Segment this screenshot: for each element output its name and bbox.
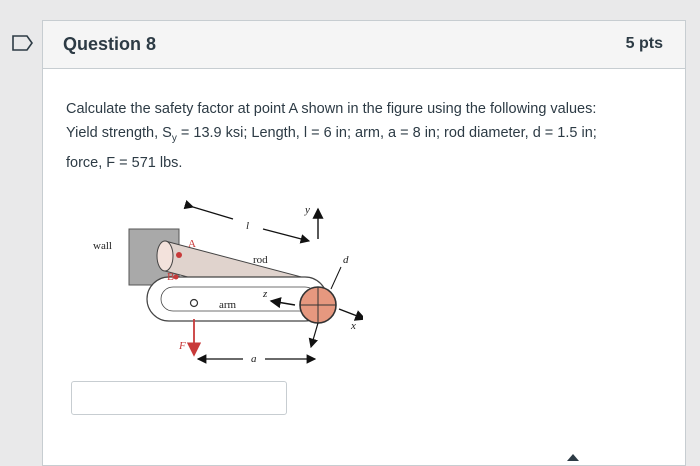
z-axis-label: z xyxy=(263,288,268,300)
point-a-marker xyxy=(176,252,182,258)
arm-label: arm xyxy=(219,299,237,311)
rod-end xyxy=(157,241,173,271)
question-points: 5 pts xyxy=(625,35,663,52)
question-title: Question 8 xyxy=(63,34,157,54)
x-axis xyxy=(339,309,363,319)
vertical-arrow-top xyxy=(311,323,318,347)
question-header xyxy=(43,21,685,69)
yield-strength-subscript: y xyxy=(171,132,177,144)
dim-l-right xyxy=(263,229,309,241)
question-line-1: Calculate the safety factor at point A shown in the figure using the following values: xyxy=(66,101,597,117)
question-line-2 xyxy=(66,121,676,151)
given-values: = 13.9 ksi; Length, l = 6 in; arm, a = 8 in; rod diameter, d = 1.5 in; xyxy=(176,125,597,141)
dim-a-label: a xyxy=(251,353,257,365)
arm-end-hole xyxy=(191,300,198,307)
yield-strength-prefix: Yield strength, S xyxy=(66,125,172,141)
question-figure xyxy=(73,179,363,369)
point-a-label: A xyxy=(188,238,196,250)
wall-label: wall xyxy=(93,240,112,252)
answer-input[interactable] xyxy=(71,381,287,415)
question-text xyxy=(66,97,676,175)
point-b-label: B xyxy=(167,271,175,283)
x-axis-label: x xyxy=(351,320,356,332)
flag-question-icon[interactable] xyxy=(12,35,34,51)
question-line-3: force, F = 571 lbs. xyxy=(66,154,183,171)
y-axis-label: y xyxy=(305,204,310,216)
dim-d-leader xyxy=(331,267,341,289)
question-card xyxy=(42,20,686,466)
scroll-caret-icon[interactable] xyxy=(567,454,579,461)
dim-d-label: d xyxy=(343,254,349,266)
force-label: F xyxy=(179,340,186,352)
rod-label: rod xyxy=(253,254,268,266)
dim-l-left xyxy=(193,207,233,219)
arm-inner xyxy=(161,287,317,311)
dim-l-label: l xyxy=(246,220,250,232)
